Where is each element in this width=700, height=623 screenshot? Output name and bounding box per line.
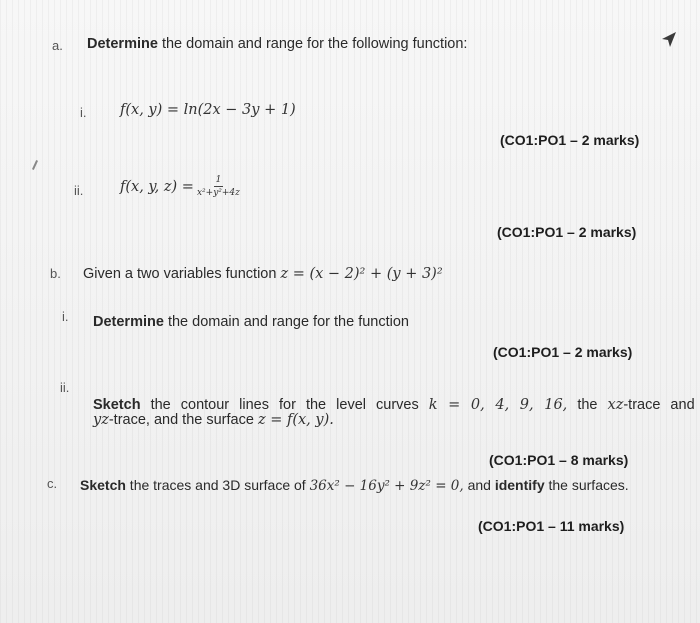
part-a-label: a. — [52, 38, 63, 53]
part-a-ii-marks: (CO1:PO1 – 2 marks) — [497, 224, 637, 240]
part-b-ii-line1-b: the — [567, 397, 608, 413]
part-a-ii-denominator: x²+y²+4z — [196, 188, 240, 198]
part-a-ii-fraction — [197, 176, 240, 198]
part-a-question — [87, 36, 467, 52]
stray-mark — [32, 160, 38, 170]
part-c-text-bold2: identify — [494, 477, 545, 493]
part-b-label: b. — [50, 266, 61, 281]
part-b-ii-line2 — [93, 412, 334, 428]
part-b-question-formula: z = (x − 2)² + (y + 3)² — [280, 266, 443, 282]
part-a-ii-label: ii. — [74, 183, 84, 198]
part-b-i-text — [93, 314, 409, 330]
part-a-question-rest: the domain and range for the following function: — [157, 36, 468, 52]
part-b-i-text-rest: the domain and range for the function — [163, 314, 409, 330]
part-c-text-math: 36x² − 16y² + 9z² = 0, — [309, 478, 464, 494]
part-b-ii-line1-math: k = 0, 4, 9, 16, — [428, 397, 568, 413]
part-b-ii-line2-math2: z = f(x, y). — [257, 412, 334, 428]
part-b-ii-line2-a: -trace, and the surface — [108, 412, 258, 428]
part-a-i-formula: f(x, y) = ln(2x − 3y + 1) — [120, 102, 296, 118]
part-a-question-bold: Determine — [87, 36, 158, 52]
part-b-ii-line1-math2: xz — [607, 397, 624, 413]
part-c-label: c. — [47, 476, 58, 491]
part-c-text-a: the traces and 3D surface of — [125, 477, 310, 493]
part-b-ii-line1 — [93, 397, 695, 413]
part-a-ii-formula — [120, 176, 240, 198]
part-b-ii-line1-bold: Sketch — [93, 397, 141, 413]
part-b-ii-line1-c: -trace and — [623, 397, 695, 413]
part-b-ii-label: ii. — [60, 380, 70, 395]
part-a-i-marks: (CO1:PO1 – 2 marks) — [500, 132, 640, 148]
part-c-text-c: the surfaces. — [544, 477, 629, 493]
part-b-i-label: i. — [62, 309, 69, 324]
part-c-text — [80, 477, 629, 494]
part-b-question — [83, 266, 443, 282]
part-b-i-marks: (CO1:PO1 – 2 marks) — [493, 344, 633, 360]
part-c-text-b: and — [463, 477, 495, 493]
part-a-ii-numerator: 1 — [215, 175, 222, 185]
part-b-ii-line2-math1: yz — [93, 412, 109, 428]
mouse-pointer-icon — [660, 30, 678, 55]
part-b-i-text-bold: Determine — [93, 314, 164, 330]
part-a-ii-formula-lhs: f(x, y, z) = — [120, 179, 194, 195]
part-c-marks: (CO1:PO1 – 11 marks) — [478, 518, 625, 534]
part-b-ii-line1-a: the contour lines for the level curves — [140, 397, 429, 413]
part-b-ii-marks: (CO1:PO1 – 8 marks) — [489, 452, 629, 468]
part-a-i-label: i. — [80, 105, 87, 120]
part-b-question-text: Given a two variables function — [83, 266, 277, 282]
part-c-text-bold: Sketch — [80, 477, 126, 493]
